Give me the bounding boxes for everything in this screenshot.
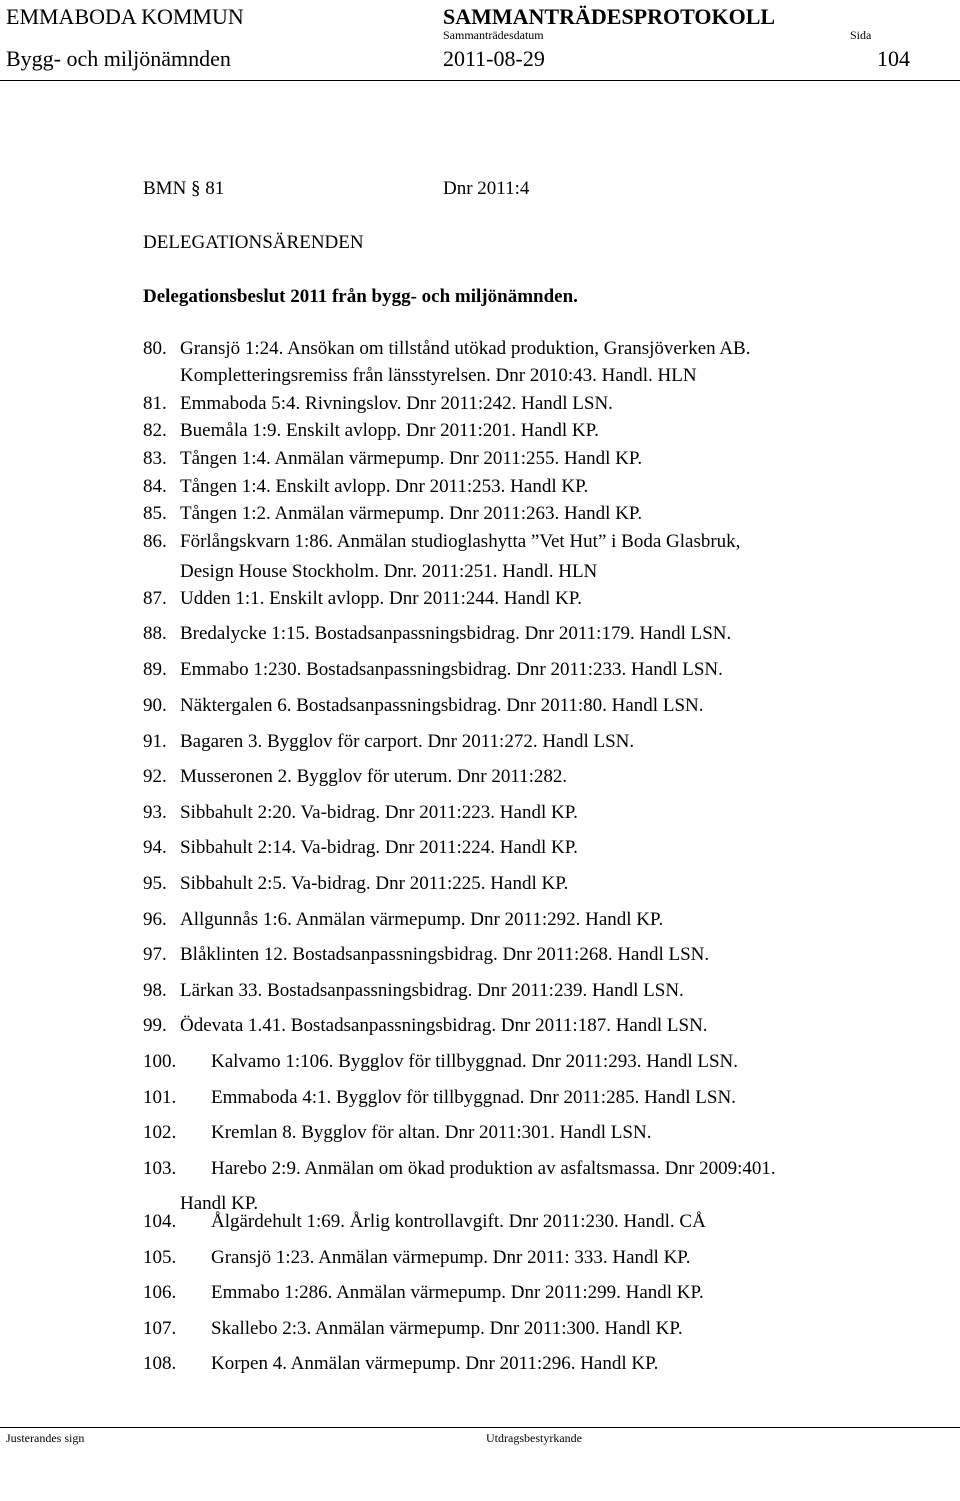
item-number: 84. xyxy=(143,476,167,497)
header-rule xyxy=(0,80,960,81)
paragraph-number: BMN § 81 xyxy=(143,178,225,199)
item-number: 88. xyxy=(143,623,167,644)
item-number: 100. xyxy=(143,1051,177,1072)
item-text: Emmabo 1:230. Bostadsanpassningsbidrag. Dnr 2011:233. Handl LSN. xyxy=(180,659,723,680)
item-number: 99. xyxy=(143,1015,167,1036)
item-text: Tången 1:2. Anmälan värmepump. Dnr 2011:263. Handl KP. xyxy=(180,503,643,524)
item-number: 86. xyxy=(143,531,167,552)
item-number: 103. xyxy=(143,1158,177,1179)
item-number: 96. xyxy=(143,909,167,930)
item-number: 106. xyxy=(143,1282,177,1303)
item-text: Kalvamo 1:106. Bygglov för tillbyggnad. Dnr 2011:293. Handl LSN. xyxy=(211,1051,739,1072)
page-label: Sida xyxy=(850,28,872,42)
committee-name: Bygg- och miljönämnden xyxy=(6,46,231,71)
item-number: 108. xyxy=(143,1353,177,1374)
date-label: Sammanträdesdatum xyxy=(443,28,544,42)
item-text: Emmaboda 5:4. Rivningslov. Dnr 2011:242. Handl LSN. xyxy=(180,393,613,414)
item-number: 93. xyxy=(143,802,167,823)
item-text: Tången 1:4. Enskilt avlopp. Dnr 2011:253. Handl KP. xyxy=(180,476,589,497)
item-text: Bagaren 3. Bygglov för carport. Dnr 2011:272. Handl LSN. xyxy=(180,731,635,752)
item-text: Skallebo 2:3. Anmälan värmepump. Dnr 2011:300. Handl KP. xyxy=(211,1318,683,1339)
case-number: Dnr 2011:4 xyxy=(443,178,530,199)
item-text: Sibbahult 2:5. Va-bidrag. Dnr 2011:225. Handl KP. xyxy=(180,873,569,894)
footer-rule xyxy=(0,1427,960,1428)
footer-sign-label: Justerandes sign xyxy=(6,1431,85,1445)
item-text-continuation: Handl KP. xyxy=(180,1193,259,1214)
item-number: 82. xyxy=(143,420,167,441)
item-text: Förlångskvarn 1:86. Anmälan studioglashytta ”Vet Hut” i Boda Glasbruk, xyxy=(180,531,741,552)
item-text: Korpen 4. Anmälan värmepump. Dnr 2011:296. Handl KP. xyxy=(211,1353,659,1374)
item-number: 87. xyxy=(143,588,167,609)
item-text: Ålgärdehult 1:69. Årlig kontrollavgift. Dnr 2011:230. Handl. CÅ xyxy=(211,1211,706,1232)
item-text: Gransjö 1:23. Anmälan värmepump. Dnr 2011: 333. Handl KP. xyxy=(211,1247,691,1268)
page-number: 104 xyxy=(877,46,910,71)
item-text: Emmabo 1:286. Anmälan värmepump. Dnr 2011:299. Handl KP. xyxy=(211,1282,704,1303)
item-text: Gransjö 1:24. Ansökan om tillstånd utökad produktion, Gransjöverken AB. xyxy=(180,338,751,359)
item-number: 102. xyxy=(143,1122,177,1143)
item-text: Näktergalen 6. Bostadsanpassningsbidrag. Dnr 2011:80. Handl LSN. xyxy=(180,695,704,716)
item-text: Sibbahult 2:20. Va-bidrag. Dnr 2011:223. Handl KP. xyxy=(180,802,578,823)
item-text: Lärkan 33. Bostadsanpassningsbidrag. Dnr 2011:239. Handl LSN. xyxy=(180,980,684,1001)
org-name: EMMABODA KOMMUN xyxy=(6,4,244,29)
item-number: 94. xyxy=(143,837,167,858)
item-number: 107. xyxy=(143,1318,177,1339)
item-number: 105. xyxy=(143,1247,177,1268)
item-text: Blåklinten 12. Bostadsanpassningsbidrag. Dnr 2011:268. Handl LSN. xyxy=(180,944,710,965)
item-number: 101. xyxy=(143,1087,177,1108)
item-number: 81. xyxy=(143,393,167,414)
footer-certify-label: Utdragsbestyrkande xyxy=(486,1431,582,1445)
item-text-continuation: Design House Stockholm. Dnr. 2011:251. Handl. HLN xyxy=(180,561,598,582)
meeting-date: 2011-08-29 xyxy=(443,46,545,71)
item-number: 95. xyxy=(143,873,167,894)
item-number: 104. xyxy=(143,1211,177,1232)
item-number: 91. xyxy=(143,731,167,752)
document-type: SAMMANTRÄDESPROTOKOLL xyxy=(443,4,776,29)
item-text: Allgunnås 1:6. Anmälan värmepump. Dnr 2011:292. Handl KP. xyxy=(180,909,664,930)
item-number: 80. xyxy=(143,338,167,359)
section-title: DELEGATIONSÄRENDEN xyxy=(143,232,364,253)
item-number: 90. xyxy=(143,695,167,716)
item-text: Buemåla 1:9. Enskilt avlopp. Dnr 2011:201. Handl KP. xyxy=(180,420,599,441)
item-text-continuation: Kompletteringsremiss från länsstyrelsen. Dnr 2010:43. Handl. HLN xyxy=(180,365,697,386)
item-text: Tången 1:4. Anmälan värmepump. Dnr 2011:255. Handl KP. xyxy=(180,448,643,469)
item-number: 92. xyxy=(143,766,167,787)
item-number: 83. xyxy=(143,448,167,469)
section-subtitle: Delegationsbeslut 2011 från bygg- och miljönämnden. xyxy=(143,286,578,307)
item-number: 85. xyxy=(143,503,167,524)
item-number: 98. xyxy=(143,980,167,1001)
item-text: Bredalycke 1:15. Bostadsanpassningsbidrag. Dnr 2011:179. Handl LSN. xyxy=(180,623,732,644)
item-text: Kremlan 8. Bygglov för altan. Dnr 2011:301. Handl LSN. xyxy=(211,1122,652,1143)
item-number: 97. xyxy=(143,944,167,965)
item-number: 89. xyxy=(143,659,167,680)
item-text: Emmaboda 4:1. Bygglov för tillbyggnad. Dnr 2011:285. Handl LSN. xyxy=(211,1087,736,1108)
item-text: Musseronen 2. Bygglov för uterum. Dnr 2011:282. xyxy=(180,766,568,787)
item-text: Udden 1:1. Enskilt avlopp. Dnr 2011:244. Handl KP. xyxy=(180,588,582,609)
item-text: Ödevata 1.41. Bostadsanpassningsbidrag. Dnr 2011:187. Handl LSN. xyxy=(180,1015,708,1036)
item-text: Harebo 2:9. Anmälan om ökad produktion av asfaltsmassa. Dnr 2009:401. xyxy=(211,1158,776,1179)
item-text: Sibbahult 2:14. Va-bidrag. Dnr 2011:224. Handl KP. xyxy=(180,837,578,858)
